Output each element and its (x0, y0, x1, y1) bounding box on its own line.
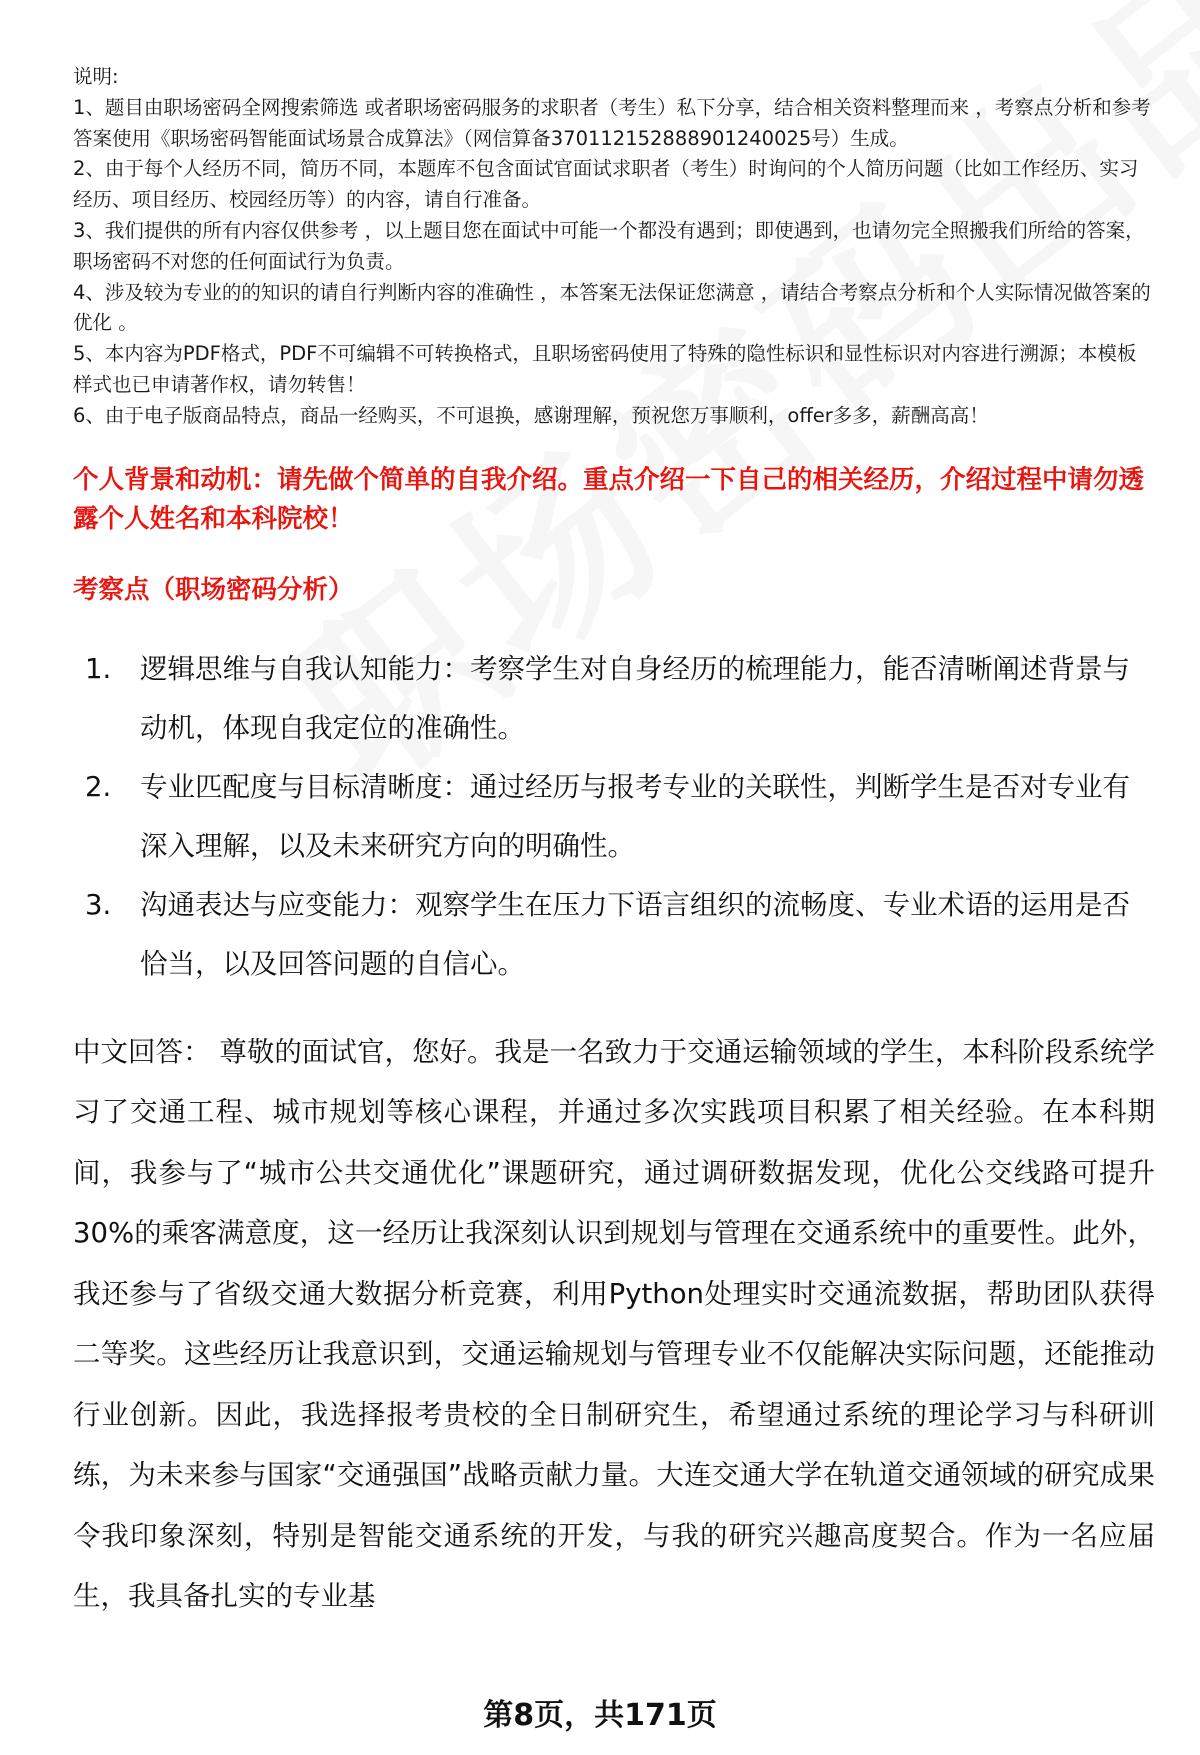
analysis-point (73, 640, 1155, 758)
point-text: 沟通表达与应变能力：观察学生在压力下语言组织的流畅度、专业术语的运用是否恰当，以及回答问题的自信心。 (140, 888, 1130, 980)
page-footer: 第8页，共171页 (483, 1698, 717, 1733)
document-page (73, 62, 1155, 1627)
notes-item: 5、本内容为PDF格式，PDF不可编辑不可转换格式，且职场密码使用了特殊的隐性标识和显性标识对内容进行溯源；本模板样式也已申请著作权，请勿转售！ (73, 342, 1137, 396)
notes-item: 3、我们提供的所有内容仅供参考 ，以上题目您在面试中可能一个都没有遇到；即使遇到，也请勿完全照搬我们所给的答案，职场密码不对您的任何面试行为负责。 (73, 218, 1145, 273)
notes-item: 1、题目由职场密码全网搜索筛选 或者职场密码服务的求职者（考生）私下分享，结合相关资料整理而来 ，考察点分析和参考答案使用《职场密码智能面试场景合成算法》（网信算备370112152888901240025号）生成。 (73, 95, 1151, 150)
point-number: 1. (85, 652, 112, 685)
analysis-point (73, 876, 1155, 994)
notes-item: 6、由于电子版商品特点，商品一经购买，不可退换，感谢理解，预祝您万事顺利，offer多多，薪酬高高！ (73, 403, 989, 427)
point-number: 3. (85, 888, 112, 921)
point-text: 专业匹配度与目标清晰度：通过经历与报考专业的关联性，判断学生是否对专业有深入理解，以及未来研究方向的明确性。 (140, 770, 1130, 862)
notes-section (73, 62, 1155, 432)
analysis-points-list (73, 640, 1155, 994)
notes-item: 2、由于每个人经历不同，简历不同，本题库不包含面试官面试求职者（考生）时询问的个人简历问题（比如工作经历、实习经历、项目经历、校园经历等）的内容，请自行准备。 (73, 157, 1139, 212)
point-text: 逻辑思维与自我认知能力：考察学生对自身经历的梳理能力，能否清晰阐述背景与动机，体现自我定位的准确性。 (140, 652, 1130, 744)
notes-item: 4、涉及较为专业的的知识的请自行判断内容的准确性 ，本答案无法保证您满意 ，请结合考察点分析和个人实际情况做答案的优化 。 (73, 280, 1151, 335)
analysis-title: 考察点（职场密码分析） (73, 574, 354, 605)
analysis-point (73, 758, 1155, 876)
notes-title: 说明: (73, 65, 119, 88)
point-number: 2. (85, 770, 112, 803)
interview-question: 个人背景和动机：请先做个简单的自我介绍。重点介绍一下自己的相关经历，介绍过程中请勿透露个人姓名和本科院校！ (73, 464, 1145, 534)
answer-text: 中文回答： 尊敬的面试官，您好。我是一名致力于交通运输领域的学生，本科阶段系统学习了交通工程、城市规划等核心课程，并通过多次实践项目积累了相关经验。在本科期间，我参与了“城市公共交通优化”课题研究，通过调研数据发现，优化公交线路可提升30%的乘客满意度，这一经历让我深刻认识到规划与管理在交通系统中的重要性。此外，我还参与了省级交通大数据分析竞赛，利用Python处理实时交通流数据，帮助团队获得二等奖。这些经历让我意识到，交通运输规划与管理专业不仅能解决实际问题，还能推动行业创新。因此，我选择报考贵校的全日制研究生，希望通过系统的理论学习与科研训练，为未来参与国家“交通强国”战略贡献力量。大连交通大学在轨道交通领域的研究成果令我印象深刻，特别是智能交通系统的开发，与我的研究兴趣高度契合。作为一名应届生，我具备扎实的专业基 (73, 1035, 1155, 1613)
